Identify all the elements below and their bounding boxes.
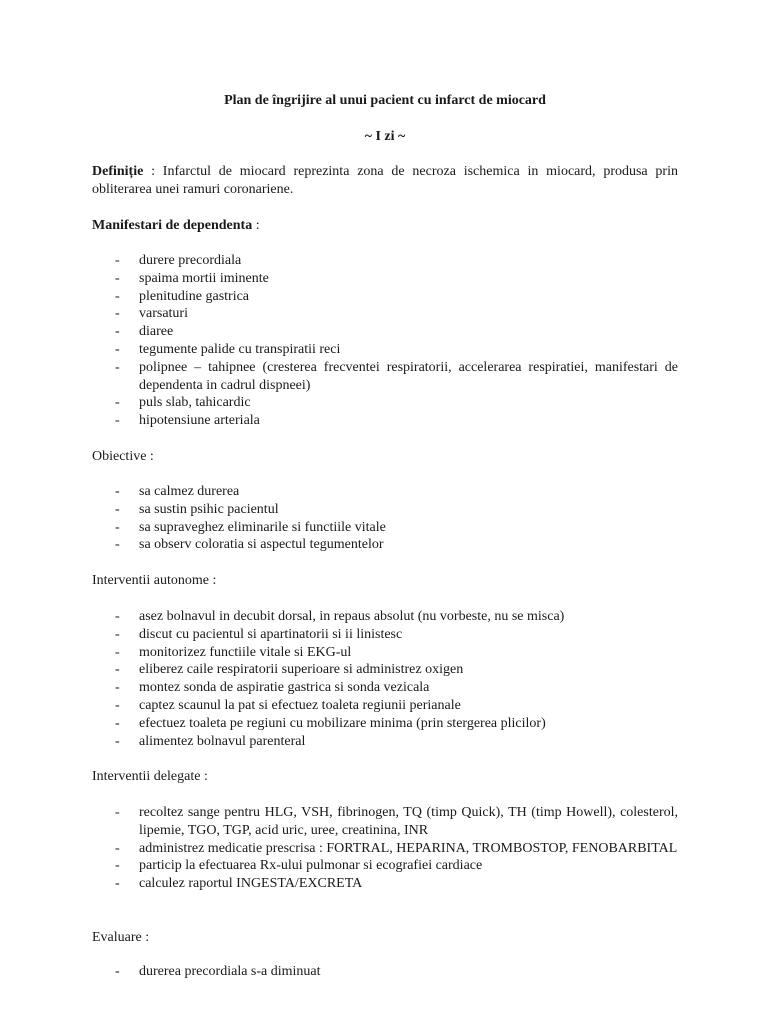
list-item: - tegumente palide cu transpiratii reci [92,341,678,359]
list-item: - captez scaunul la pat si efectuez toaleta regiunii perianale [92,697,678,715]
list-item: - sa supraveghez eliminarile si functiile vitale [92,519,678,537]
list-item: - eliberez caile respiratorii superioare si administrez oxigen [92,661,678,679]
list-item: - sa sustin psihic pacientul [92,501,678,519]
definition-text: : Infarctul de miocard reprezinta zona de necroza ischemica in miocard, produsa prin obliterarea unei ramuri coronariene. [92,164,678,197]
list-item: - sa calmez durerea [92,483,678,501]
definition-paragraph [92,163,678,199]
list-item: - diaree [92,323,678,341]
document-title: Plan de îngrijire al unui pacient cu infarct de miocard [224,93,546,108]
list-item: - hipotensiune arteriala [92,412,678,430]
interventii-delegate-list [92,804,678,893]
manifestari-heading-text: Manifestari de dependenta [92,218,253,233]
definition-label: Definiție [92,164,144,179]
day-subtitle: ~ I zi ~ [364,129,406,144]
list-item: - durere precordiala [92,252,678,270]
manifestari-list [92,252,678,430]
list-item: - alimentez bolnavul parenteral [92,733,678,751]
evaluare-list [92,963,678,981]
evaluare-heading: Evaluare : [92,930,150,945]
interventii-autonome-heading: Interventii autonome : [92,573,217,588]
list-item: - particip la efectuarea Rx-ului pulmonar si ecografiei cardiace [92,857,678,875]
list-item: - monitorizez functiile vitale si EKG-ul [92,644,678,662]
list-item: - puls slab, tahicardic [92,394,678,412]
list-item: - administrez medicatie prescrisa : FORTRAL, HEPARINA, TROMBOSTOP, FENOBARBITAL [92,840,678,858]
list-item: - sa observ coloratia si aspectul tegumentelor [92,536,678,554]
list-item: - varsaturi [92,305,678,323]
interventii-autonome-list [92,608,678,750]
list-item: - discut cu pacientul si apartinatorii si ii linistesc [92,626,678,644]
interventii-delegate-heading: Interventii delegate : [92,769,208,784]
list-item: - durerea precordiala s-a diminuat [92,963,678,981]
list-item: - polipnee – tahipnee (cresterea frecventei respiratorii, accelerarea respiratiei, manifestari de dependenta in cadrul dispneei) [92,359,678,395]
manifestari-heading [92,217,678,235]
list-item: - asez bolnavul in decubit dorsal, in repaus absolut (nu vorbeste, nu se misca) [92,608,678,626]
list-item: - calculez raportul INGESTA/EXCRETA [92,875,678,893]
list-item: - recoltez sange pentru HLG, VSH, fibrinogen, TQ (timp Quick), TH (timp Howell), colesterol, lipemie, TGO, TGP, acid uric, uree, creatinina, INR [92,804,678,840]
obiective-list [92,483,678,554]
list-item: - montez sonda de aspiratie gastrica si sonda vezicala [92,679,678,697]
manifestari-heading-colon: : [252,218,260,233]
obiective-heading: Obiective : [92,449,154,464]
list-item: - plenitudine gastrica [92,288,678,306]
list-item: - efectuez toaleta pe regiuni cu mobilizare minima (prin stergerea plicilor) [92,715,678,733]
list-item: - spaima mortii iminente [92,270,678,288]
